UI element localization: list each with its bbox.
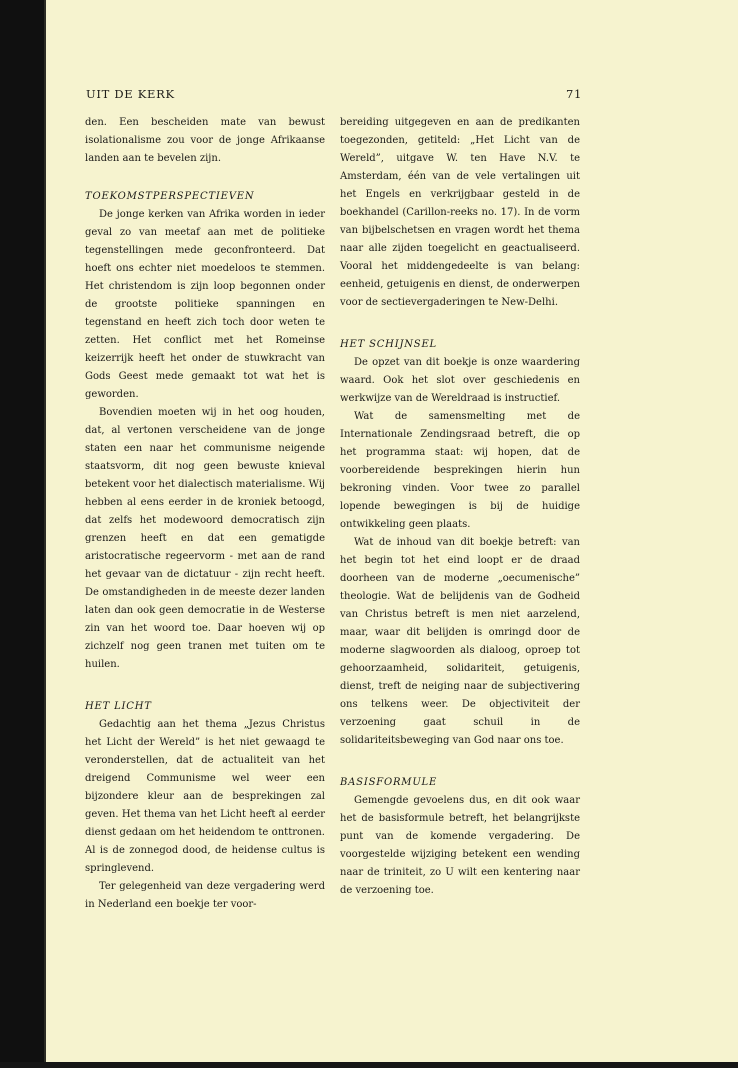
- running-header-title: UIT DE KERK: [86, 87, 175, 101]
- section-heading-toekomstperspectieven: TOEKOMSTPERSPECTIEVEN: [85, 191, 255, 202]
- section-heading-het-licht: HET LICHT: [85, 701, 152, 712]
- paragraph: Wat de inhoud van dit boekje betreft: van het begin tot het eind loopt er de draad doorheen van de moderne „oecumenische” theologie. Wat de belijdenis van de Godheid van Christus betreft is men niet aarzelend, maar, waar dit belijden is omringd door de moderne slagwoorden als dialoog, oproep tot gehoorzaamheid, solidariteit, getuigenis, dienst, treft de neiging naar de subjectivering ons telkens weer. De objectiviteit der verzoening gaat schuil in de solidariteitsbeweging van God naar ons toe.: [340, 537, 580, 746]
- paragraph: Gemengde gevoelens dus, en dit ook waar het de basisformule betreft, het belangrijkste punt van de komende vergadering. De voorgestelde wijziging betekent een wending naar de triniteit, zo U wilt een kentering naar de verzoening toe.: [340, 795, 580, 896]
- scanned-page: [44, 0, 738, 1062]
- paragraph: den. Een bescheiden mate van bewust isolationalisme zou voor de jonge Afrikaanse landen aan te bevelen zijn.: [85, 117, 325, 164]
- paragraph: Gedachtig aan het thema „Jezus Christus het Licht der Wereld” is het niet gewaagd te veronderstellen, dat de actualiteit van het dreigend Communisme wel weer een bijzondere kleur aan de besprekingen zal geven. Het thema van het Licht heeft al eerder dienst gedaan om het heidendom te onttronen. Al is de zonnegod dood, de heidense cultus is springlevend.: [85, 719, 325, 874]
- paragraph: Ter gelegenheid van deze vergadering werd in Nederland een boekje ter voor-: [85, 881, 325, 910]
- left-column: [85, 114, 325, 914]
- paragraph: De opzet van dit boekje is onze waardering waard. Ook het slot over geschiedenis en werkwijze van de Wereldraad is instructief.: [340, 357, 580, 404]
- paragraph: Wat de samensmelting met de Internationale Zendingsraad betreft, die op het programma staat: wij hopen, dat de voorbereidende besprekingen hierin hun bekroning vinden. Voor twee zo parallel lopende bewegingen is bij de huidige ontwikkeling geen plaats.: [340, 411, 580, 530]
- paragraph: De jonge kerken van Afrika worden in ieder geval zo van meetaf aan met de politieke tegenstellingen mede geconfronteerd. Dat hoeft ons echter niet moedeloos te stemmen. Het christendom is zijn loop begonnen onder de grootste politieke spanningen en tegenstand en heeft zich toch door weten te zetten. Het conflict met het Romeinse keizerrijk heeft het onder de stuwkracht van Gods Geest mede gemaakt tot wat het is geworden.: [85, 209, 325, 400]
- paragraph: bereiding uitgegeven en aan de predikanten toegezonden, getiteld: „Het Licht van de Wereld”, uitgave W. ten Have N.V. te Amsterdam, één van de vele vertalingen uit het Engels en verkrijgbaar gesteld in de boekhandel (Carillon-reeks no. 17). In de vorm van bijbelschetsen en vragen wordt het thema naar alle zijden toegelicht en geactualiseerd. Vooral het middengedeelte is van belang: eenheid, getuigenis en dienst, de onderwerpen voor de sectievergaderingen te New-Delhi.: [340, 117, 580, 308]
- scan-bottom-edge: [0, 1062, 738, 1068]
- paragraph: Bovendien moeten wij in het oog houden, dat, al vertonen verscheidene van de jonge staten een naar het communisme neigende staatsvorm, dit nog geen bewuste knieval betekent voor het dialectisch materialisme. Wij hebben al eens eerder in de kroniek betoogd, dat zelfs het modewoord democratisch zijn grenzen heeft en dat een gematigde aristocratische regeervorm - met aan de rand het gevaar van de dictatuur - zijn recht heeft. De omstandigheden in de meeste dezer landen laten dan ook geen democratie in de Westerse zin van het woord toe. Daar hoeven wij op zichzelf nog geen tranen met tuiten om te huilen.: [85, 407, 325, 670]
- right-column: [340, 114, 580, 900]
- page-number: 71: [566, 87, 583, 101]
- section-heading-het-schijnsel: HET SCHIJNSEL: [340, 339, 437, 350]
- section-heading-basisformule: BASISFORMULE: [340, 777, 438, 788]
